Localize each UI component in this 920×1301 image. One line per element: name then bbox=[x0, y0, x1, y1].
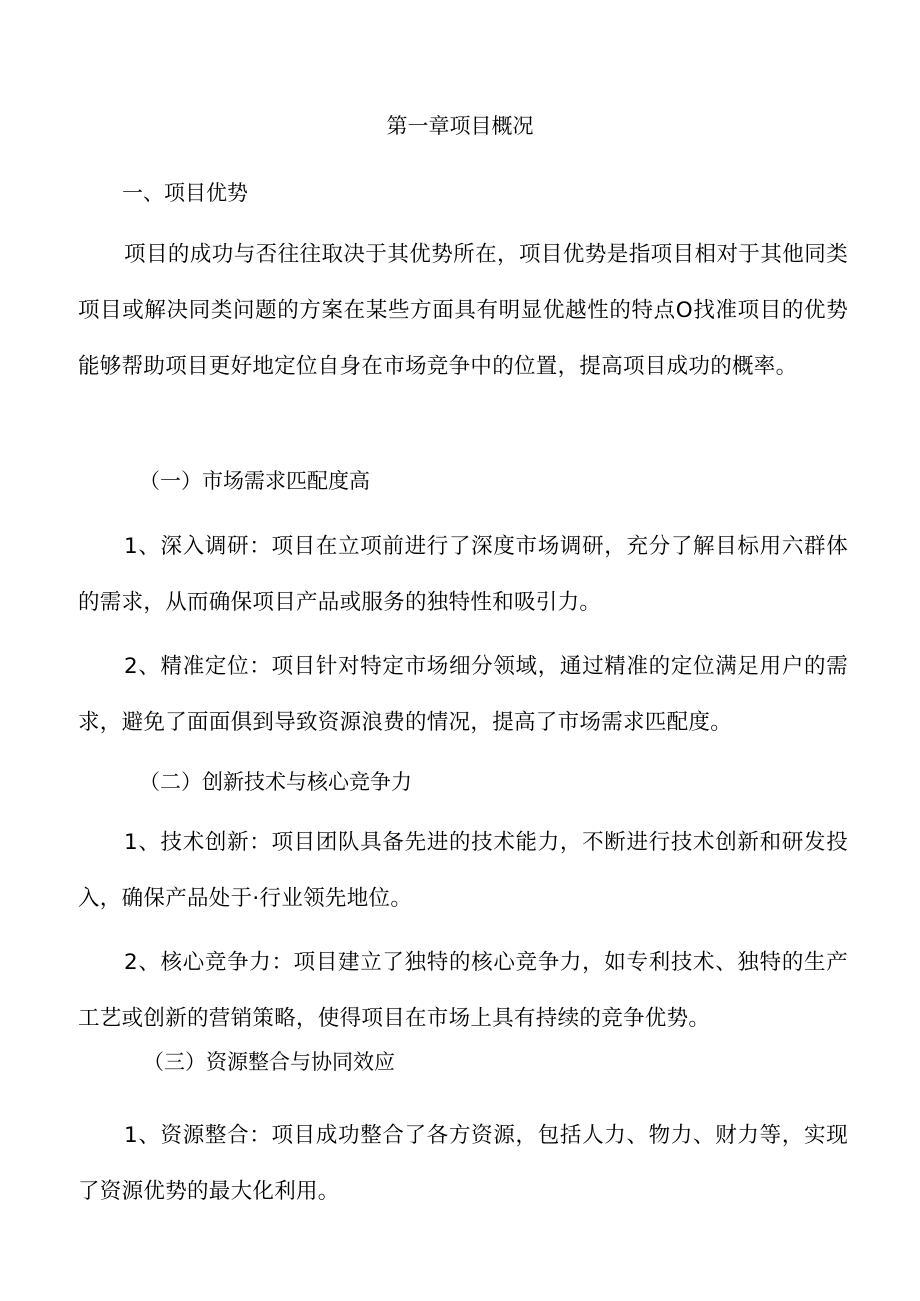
subsection-2-item-1: 1、技术创新：项目团队具备先进的技术能力，不断进行技术创新和研发投入，确保产品处于·行业领先地位。 bbox=[78, 830, 848, 911]
section-heading: 一、项目优势 bbox=[122, 181, 248, 205]
subsection-heading-2: （二）创新技术与核心竞争力 bbox=[139, 770, 412, 794]
subsection-2-item-2: 2、核心竞争力：项目建立了独特的核心竞争力，如专利技术、独特的生产工艺或创新的营销策略，使得项目在市场上具有持续的竞争优势。 bbox=[78, 950, 848, 1031]
subsection-1-item-1: 1、深入调研：项目在立项前进行了深度市场调研，充分了解目标用六群体的需求，从而确保项目产品或服务的独特性和吸引力。 bbox=[78, 534, 848, 615]
subsection-heading-3: （三）资源整合与协同效应 bbox=[143, 1050, 395, 1074]
chapter-title: 第一章项目概况 bbox=[386, 114, 534, 138]
intro-paragraph: 项目的成功与否往往取决于其优势所在，项目优势是指项目相对于其他同类项目或解决同类问题的方案在某些方面具有明显优越性的特点O找准项目的优势能够帮助项目更好地定位自身在市场竞争中的位置，提高项目成功的概率。 bbox=[78, 242, 848, 379]
subsection-heading-1: （一）市场需求匹配度高 bbox=[139, 469, 370, 493]
subsection-3-item-1: 1、资源整合：项目成功整合了各方资源，包括人力、物力、财力等，实现了资源优势的最大化利用。 bbox=[78, 1123, 848, 1204]
subsection-1-item-2: 2、精准定位：项目针对特定市场细分领域，通过精准的定位满足用户的需求，避免了面面俱到导致资源浪费的情况，提高了市场需求匹配度。 bbox=[78, 654, 848, 735]
